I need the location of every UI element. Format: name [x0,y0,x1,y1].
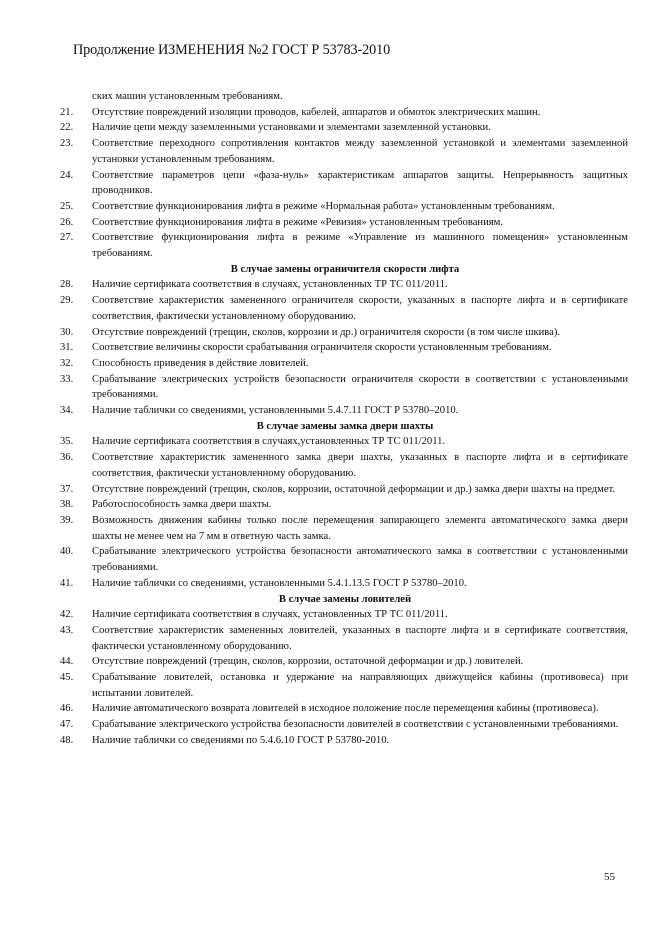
item-number: 31. [60,342,74,354]
item-text: Наличие цепи между заземленными установками и элементами заземленной установки. [92,122,491,134]
item-number: 23. [60,138,74,150]
item-number: 47. [60,719,74,731]
list-item [60,120,630,136]
list-item [60,482,630,498]
list-item [60,717,630,733]
item-text: Наличие таблички со сведениями по 5.4.6.10 ГОСТ Р 53780-2010. [92,734,390,746]
list-item [60,497,630,513]
item-number: 45. [60,672,74,684]
item-text: Соответствие функционирования лифта в режиме «Управление из машинного помещения» установленным требованиям. [92,232,628,260]
list-item [60,576,630,592]
item-number: 38. [60,499,74,511]
list-item [60,215,630,231]
list-item [60,340,630,356]
list-item [60,277,630,293]
section-heading: В случае замены ограничителя скорости лифта [230,263,460,275]
item-text: Отсутствие повреждений (трещин, сколов, коррозии, остаточной деформации и др.) ловителей. [92,656,524,668]
item-text: Соответствие переходного сопротивления контактов между заземленной установкой и элементами заземленной установки установленным требованиям. [92,138,628,165]
section-heading: В случае замены ловителей [278,593,412,605]
list-item [60,544,630,575]
list-item [60,607,630,623]
list-item [60,136,630,167]
item-number: 30. [60,326,74,338]
list-item [60,356,630,372]
list-item [60,513,630,544]
list-item [60,168,630,199]
item-number: 33. [60,373,74,385]
list-item [60,623,630,654]
item-text: Срабатывание электрического устройства безопасности ловителей в соответствии с установленными требованиями. [92,719,619,731]
item-number: 41. [60,577,74,589]
list-item [60,434,630,450]
page-number: 55 [604,871,615,883]
item-text: Наличие автоматического возврата ловителей в исходное положение после перемещения кабины (противовеса). [92,703,599,715]
item-text: Срабатывание электрического устройства безопасности автоматического замка в соответствии с установленными требованиями. [92,546,628,574]
item-number: 46. [60,703,74,715]
item-text: Соответствие характеристик замененного ограничителя скорости, указанных в паспорте лифта и в сертификате соответствия, фактически установленному оборудованию. [92,295,628,322]
list-item [60,450,630,481]
item-text: Наличие сертификата соответствия в случаях,установленных ТР ТС 011/2011. [92,436,446,448]
item-number: 25. [60,200,74,212]
item-text: Соответствие функционирования лифта в режиме «Нормальная работа» установленным требованиям. [92,200,555,212]
list-item [60,701,630,717]
item-number: 28. [60,279,74,291]
item-number: 24. [60,169,74,181]
item-number: 22. [60,122,74,134]
item-number: 34. [60,405,74,417]
item-text: Способность приведения в действие ловителей. [92,357,309,369]
item-text: Соответствие характеристик замененных ловителей, указанных в паспорте лифта и в сертификате соответствия, фактически установленному оборудованию. [92,624,628,652]
item-number: 44. [60,656,74,668]
item-text: Соответствие функционирования лифта в режиме «Ревизия» установленным требованиям. [92,216,503,228]
continuation-text: ских машин установленным требованиям. [92,91,283,102]
section-heading: В случае замены замка двери шахты [256,420,434,432]
item-number: 48. [60,734,74,746]
item-text: Наличие таблички со сведениями, установленными 5.4.7.11 ГОСТ Р 53780–2010. [92,405,459,417]
item-text: Отсутствие повреждений изоляции проводов, кабелей, аппаратов и обмоток электрических машин. [92,106,541,118]
item-number: 21. [60,106,74,118]
document-body [60,89,630,749]
item-text: Наличие сертификата соответствия в случаях, установленных ТР ТС 011/2011. [92,609,448,621]
item-number: 37. [60,483,74,495]
item-text: Отсутствие повреждений (трещин, сколов, коррозии и др.) ограничителя скорости (в том числе шкива). [92,326,561,338]
item-text: Работоспособность замка двери шахты. [92,499,272,511]
item-number: 42. [60,609,74,621]
list-item [60,105,630,121]
item-text: Отсутствие повреждений (трещин, сколов, коррозии, остаточной деформации и др.) замка двери шахты на предмет. [92,483,616,495]
item-text: Возможность движения кабины только после перемещения запирающего элемента автоматического замка двери шахты не менее чем на 7 мм в ответную часть замка. [92,514,628,542]
list-item [60,230,630,261]
list-item [60,325,630,341]
item-text: Наличие таблички со сведениями, установленными 5.4.1.13.5 ГОСТ Р 53780–2010. [92,577,467,589]
list-item [60,654,630,670]
item-number: 32. [60,357,74,369]
list-item [60,733,630,749]
list-item [60,199,630,215]
item-number: 29. [60,295,74,307]
page-header: Продолжение ИЗМЕНЕНИЯ №2 ГОСТ Р 53783-2010 [73,42,391,58]
item-number: 40. [60,546,74,558]
item-text: Срабатывание ловителей, остановка и удержание на направляющих движущейся кабины (противовеса) при испытании ловителей. [92,672,628,699]
list-item [60,670,630,701]
item-text: Соответствие параметров цепи «фаза-нуль» характеристикам аппаратов защиты. Непрерывность защитных проводников. [92,169,628,197]
item-number: 36. [60,452,74,464]
item-number: 26. [60,216,74,228]
list-item [60,293,630,324]
item-text: Срабатывание электрических устройств безопасности ограничителя скорости в соответствии с установленными требованиями. [92,373,628,401]
item-number: 27. [60,232,74,244]
item-number: 39. [60,514,74,526]
item-number: 35. [60,436,74,448]
list-item [60,372,630,403]
item-number: 43. [60,624,74,636]
item-text: Соответствие характеристик замененного замка двери шахты, указанных в паспорте лифта и в сертификате соответствия, фактически установленному оборудованию. [92,452,628,479]
item-text: Соответствие величины скорости срабатывания ограничителя скорости установленным требованиям. [92,342,552,354]
item-text: Наличие сертификата соответствия в случаях, установленных ТР ТС 011/2011. [92,279,448,291]
list-item [60,403,630,419]
